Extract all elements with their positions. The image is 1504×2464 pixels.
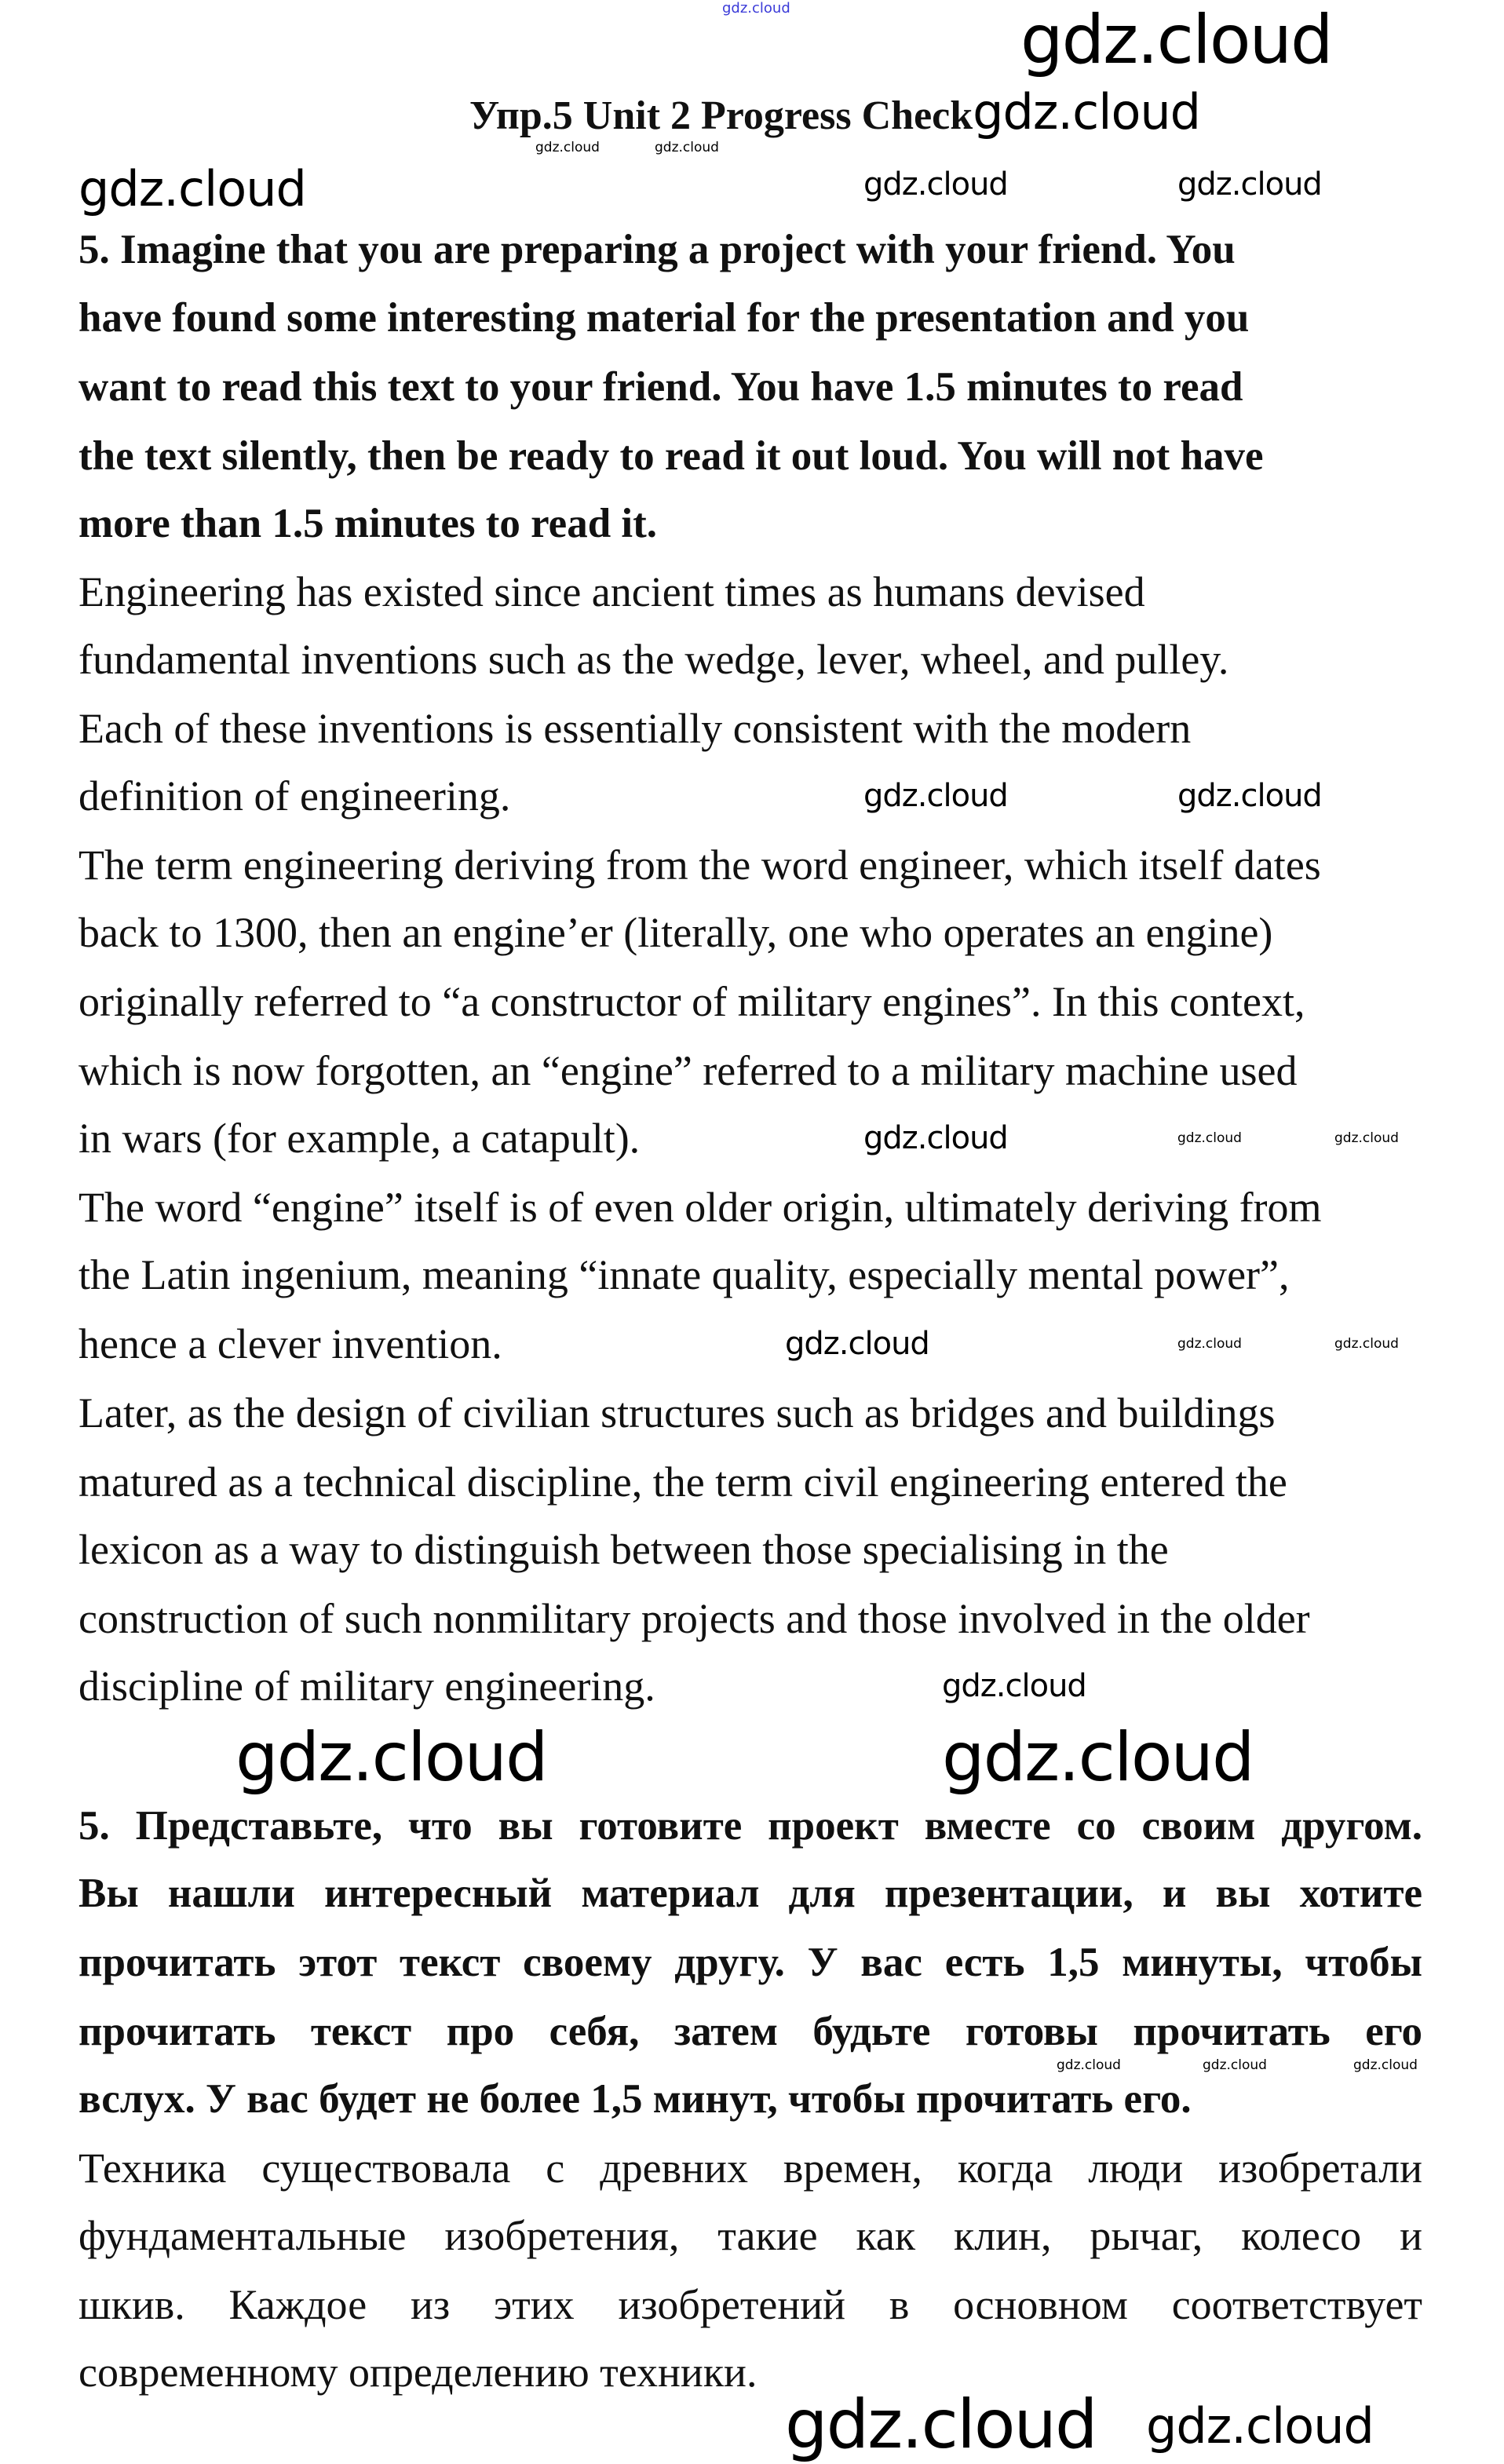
task-en-line: the text silently, then be ready to read it out loud. You will not have [78,433,1264,479]
task-en-line: want to read this text to your friend. You have 1.5 minutes to read [78,364,1243,410]
watermark: gdz.cloud [235,1718,547,1797]
text-en-line: originally referred to “a constructor of military engines”. In this context, [78,978,1305,1025]
task-ru-line: 5. Представьте, что вы готовите проект вместе со своим другом. [78,1803,1422,1849]
watermark: gdz.cloud [1334,1336,1399,1352]
text-en-line: discipline of military engineering. [78,1663,655,1710]
watermark: gdz.cloud [1334,1130,1399,1146]
watermark: gdz.cloud [785,2386,1097,2464]
watermark: gdz.cloud [535,140,600,155]
watermark: gdz.cloud [863,778,1008,814]
text-en-line: which is now forgotten, an “engine” referred to a military machine used [78,1047,1298,1094]
page-title: Упр.5 Unit 2 Progress Check [469,93,973,138]
text-en-line: the Latin ingenium, meaning “innate quality, especially mental power”, [78,1251,1290,1298]
text-en-line: back to 1300, then an engine’er (literally, one who operates an engine) [78,909,1273,956]
text-en-line: in wars (for example, a catapult). [78,1115,641,1162]
watermark: gdz.cloud [942,1718,1254,1797]
text-en-line: The term engineering deriving from the word engineer, which itself dates [78,841,1321,889]
text-ru-line: шкив. Каждое из этих изобретений в основном соответствует [78,2281,1423,2328]
text-en-line: Later, as the design of civilian structures such as bridges and buildings [78,1389,1276,1436]
task-en-line: have found some interesting material for the presentation and you [78,295,1250,341]
task-ru-line: Вы нашли интересный материал для презентации, и вы хотите [78,1871,1423,1916]
task-ru-line: прочитать текст про себя, затем будьте готовы прочитать его [78,2009,1422,2054]
watermark: gdz.cloud [1203,2057,1267,2073]
watermark: gdz.cloud [78,160,306,217]
watermark: gdz.cloud [1177,1336,1242,1352]
watermark: gdz.cloud [1020,1,1332,79]
task-en-line: 5. Imagine that you are preparing a project with your friend. You [78,227,1236,272]
task-en-line: more than 1.5 minutes to read it. [78,501,658,546]
watermark: gdz.cloud [1177,778,1322,814]
text-en-line: definition of engineering. [78,772,511,820]
watermark: gdz.cloud [655,140,719,155]
watermark: gdz.cloud [1353,2057,1418,2073]
watermark: gdz.cloud [1177,1130,1242,1146]
text-en-line: The word “engine” itself is of even older origin, ultimately deriving from [78,1184,1322,1231]
watermark: gdz.cloud [942,1668,1086,1704]
watermark: gdz.cloud [863,1120,1008,1156]
text-ru-line: современному определению техники. [78,2349,757,2396]
task-ru-line: прочитать этот текст своему другу. У вас есть 1,5 минуты, чтобы [78,1940,1422,1985]
text-en-line: lexicon as a way to distinguish between those specialising in the [78,1526,1169,1573]
watermark: gdz.cloud [1177,166,1322,203]
text-en-line: Engineering has existed since ancient times as humans devised [78,568,1145,615]
text-ru-line: Техника существовала с древних времен, когда люди изобретали [78,2145,1422,2192]
text-en-line: hence a clever invention. [78,1320,502,1367]
text-en-line: construction of such nonmilitary projects and those involved in the older [78,1595,1310,1642]
watermark: gdz.cloud [973,83,1201,141]
watermark: gdz.cloud [1146,2397,1374,2455]
title-row [469,83,1201,141]
watermark: gdz.cloud [785,1326,929,1362]
text-en-line: matured as a technical discipline, the term civil engineering entered the [78,1458,1287,1506]
watermark: gdz.cloud [722,0,790,16]
text-en-line: fundamental inventions such as the wedge, lever, wheel, and pulley. [78,636,1229,683]
text-ru-line: фундаментальные изобретения, такие как клин, рычаг, колесо и [78,2212,1422,2259]
text-en-line: Each of these inventions is essentially consistent with the modern [78,705,1192,752]
watermark: gdz.cloud [1057,2057,1121,2073]
watermark: gdz.cloud [863,166,1008,203]
task-ru-line: вслух. У вас будет не более 1,5 минут, чтобы прочитать его. [78,2076,1192,2122]
